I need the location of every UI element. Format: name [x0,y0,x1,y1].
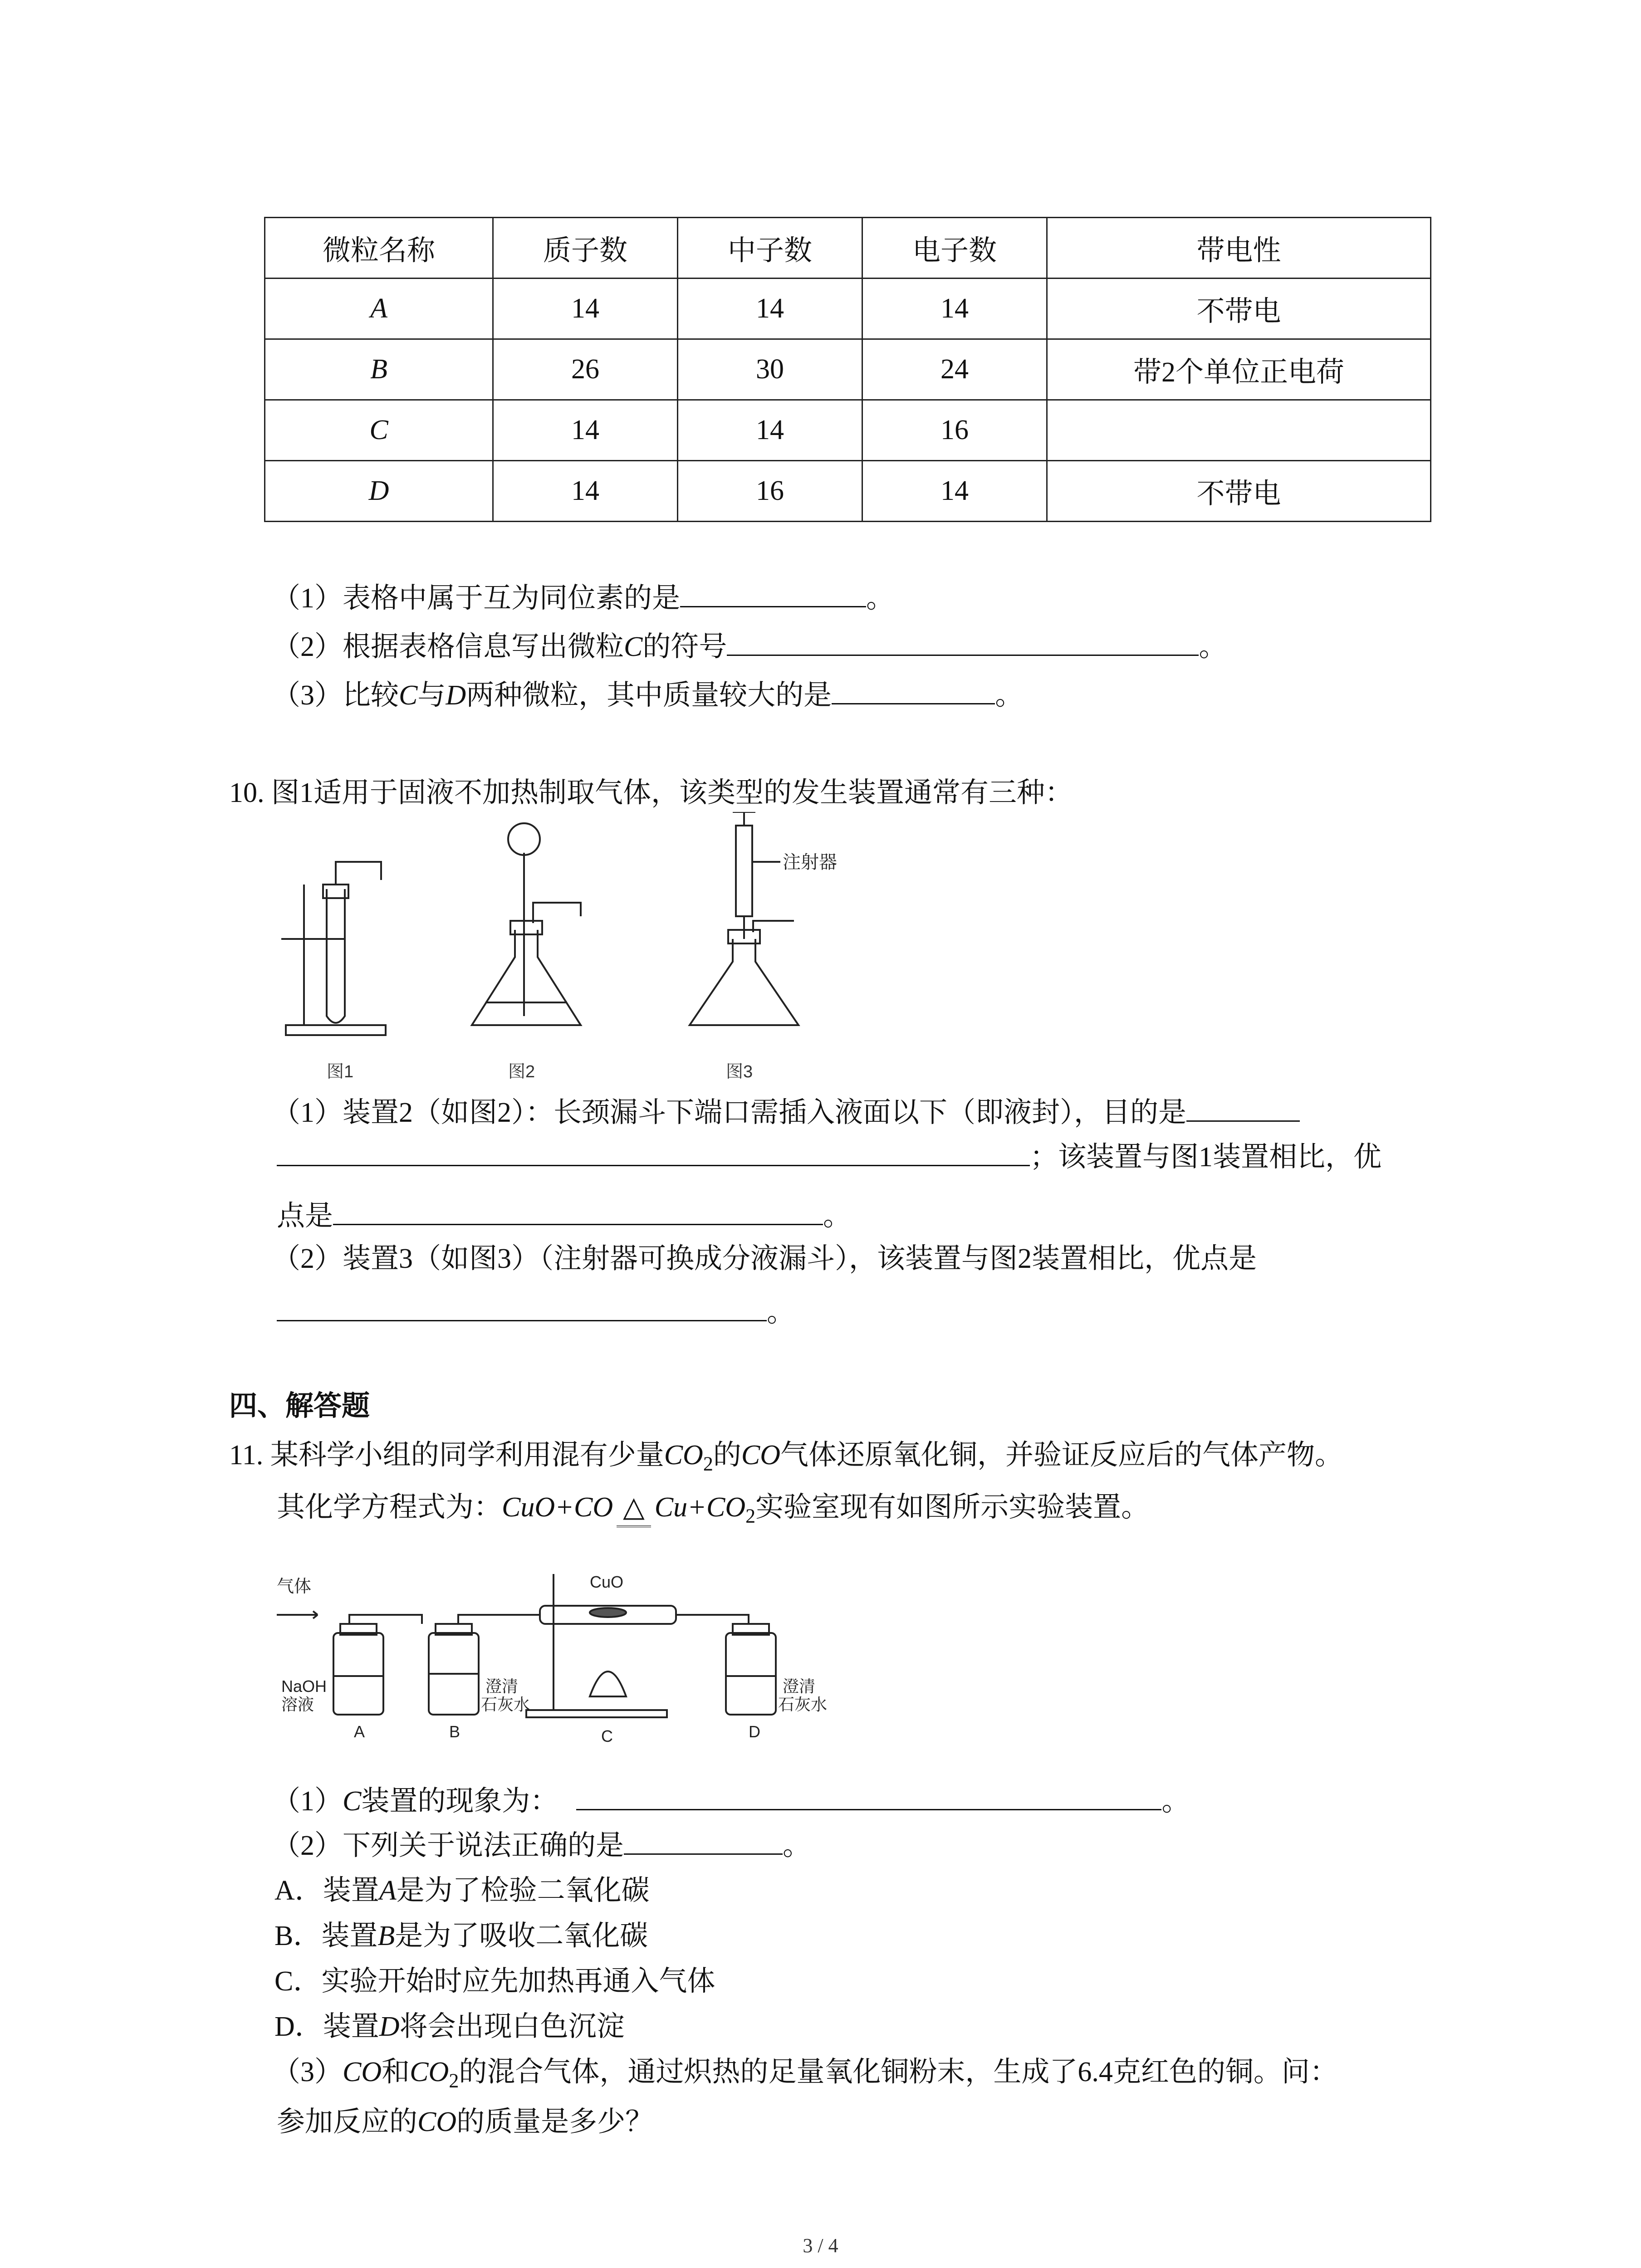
q10-part2-text: （2）装置3（如图3）（注射器可换成分液漏斗），该装置与图2装置相比，优点是 [272,1243,1257,1274]
italic-var: A [379,1875,397,1906]
formula: Cu+CO [654,1492,746,1523]
fig1-stand-base [286,1025,386,1035]
table-cell: 14 [493,279,678,339]
italic-var: D [446,680,466,711]
formula: CO [343,2057,382,2087]
table-cell: 16 [678,461,862,522]
option-text: 是为了吸收二氧化碳 [395,1921,648,1951]
option-text: D．装置 [274,2011,379,2042]
q11-stem-text: 11. 某科学小组的同学利用混有少量 [229,1440,664,1471]
q11-part3-text: （3） [272,2057,343,2087]
limewater-label: 澄清 [485,1677,519,1696]
italic-var: B [377,1921,395,1951]
q11-apparatus-figure [272,1560,844,1760]
table-header-row [265,218,1431,279]
table-row [265,339,1431,400]
fig2-funnel-bulb [508,823,540,855]
option-d [274,2009,625,2045]
bottle-a [333,1633,383,1715]
table-cell: 14 [678,279,862,339]
fig3-syringe-barrel [736,826,752,916]
q9-part2 [272,628,1227,665]
formula: CO [417,2107,457,2137]
option-text: 将会出现白色沉淀 [399,2011,625,2042]
q11-stem [229,1437,1343,1482]
table-header: 微粒名称 [265,218,493,279]
italic-var: C [343,1786,362,1817]
table-cell: D [265,461,493,522]
formula: CO [741,1440,780,1471]
option-c: C．实验开始时应先加热再通入气体 [274,1966,715,1997]
tube-c-d [676,1615,749,1624]
q11-part1 [272,1783,1190,1819]
q9-part3-text: 两种微粒，其中质量较大的是 [466,680,832,711]
naoh-label: 溶液 [281,1695,314,1714]
stand-base [526,1710,667,1717]
table-cell [1047,400,1431,461]
option-text: A．装置 [274,1875,379,1906]
cuo-label: CuO [590,1573,624,1591]
subscript: 2 [449,2069,459,2092]
table-header: 带电性 [1047,218,1431,279]
q11-part3-text: 和 [382,2057,410,2087]
table-cell: 16 [862,400,1047,461]
gas-label: 气体 [277,1577,312,1596]
q11-stem-text: 的 [713,1440,741,1471]
table-cell: 14 [862,461,1047,522]
subscript: 2 [745,1505,756,1527]
table-cell: 30 [678,339,862,400]
alcohol-lamp [590,1672,626,1696]
q9-part3-text: 与 [417,680,446,711]
table-cell: 14 [493,400,678,461]
q10-apparatus-figure [272,812,907,1093]
option-b [274,1918,648,1954]
answer-blank[interactable] [576,1783,1161,1810]
label-c: C [601,1727,613,1745]
fig2-flask [472,930,581,1025]
label-a: A [354,1722,365,1741]
period: 。 [1199,631,1227,662]
period: 。 [995,680,1024,711]
answer-blank[interactable] [1186,1094,1300,1122]
formula: CO [410,2057,449,2087]
italic-var: C [399,680,418,711]
table-row [265,279,1431,339]
q10-part2-line2 [277,1294,795,1330]
naoh-label: NaOH [281,1677,327,1696]
tube-a-b [349,1615,422,1624]
formula: CO [664,1440,703,1471]
label-b: B [449,1722,460,1741]
bottle-d [726,1633,776,1715]
q11-part1-text: （1） [272,1786,343,1817]
limewater-label: 澄清 [783,1677,816,1696]
option-text: 是为了检验二氧化碳 [396,1875,650,1906]
formula: CuO+CO [502,1492,613,1523]
answer-blank[interactable] [277,1294,767,1321]
fig3-label: 图3 [726,1062,753,1081]
q11-equation [277,1489,1149,1534]
q10-part1-text: ；该装置与图1装置相比，优 [1030,1142,1382,1173]
table-cell: 不带电 [1047,279,1431,339]
syringe-label: 注射器 [783,852,837,872]
q11-part3-text: 的质量是多少？ [456,2107,654,2137]
period: 。 [866,583,895,614]
reaction-condition: △ [617,1489,651,1527]
tube-b-c [458,1615,540,1624]
fig1-test-tube [327,889,345,1023]
q9-part2-text: （2）根据表格信息写出微粒 [272,631,624,662]
option-text: B．装置 [274,1921,378,1951]
table-header: 电子数 [862,218,1047,279]
subscript: 2 [703,1452,713,1475]
period: 。 [767,1297,795,1328]
fig1-label: 图1 [327,1062,354,1081]
q9-part2-text: 的符号 [642,631,727,662]
period: 。 [783,1830,811,1861]
italic-var: C [624,631,643,662]
table-cell: 26 [493,339,678,400]
particle-table [264,217,1431,522]
period: 。 [823,1201,852,1232]
answer-blank[interactable] [832,677,995,704]
italic-var: D [379,2011,400,2042]
q10-part1-line2 [277,1139,1381,1175]
table-header: 质子数 [493,218,678,279]
answer-blank[interactable] [680,580,866,607]
fig1-delivery-tube [336,862,381,885]
q11-part3-line2 [277,2104,653,2140]
table-cell: A [265,279,493,339]
page-number: 3 / 4 [803,2234,838,2257]
q11-part2 [272,1827,811,1864]
table-cell: B [265,339,493,400]
q11-part3-text: 参加反应的 [277,2107,418,2137]
table-header: 中子数 [678,218,862,279]
table-cell: 14 [862,279,1047,339]
table-cell: 14 [493,461,678,522]
q11-part1-text: 装置的现象为： [361,1786,558,1817]
answer-blank[interactable] [277,1139,1030,1166]
table-cell: 带2个单位正电荷 [1047,339,1431,400]
q10-stem: 10. 图1适用于固液不加热制取气体，该类型的发生装置通常有三种： [229,777,1073,808]
option-a [274,1872,650,1909]
fig3-flask [690,939,798,1025]
table-cell: C [265,400,493,461]
table-cell: 14 [678,400,862,461]
limewater-label: 石灰水 [778,1695,828,1714]
table-cell: 不带电 [1047,461,1431,522]
label-d: D [749,1722,760,1741]
q9-part3-text: （3）比较 [272,680,399,711]
table-row [265,461,1431,522]
q9-part1-text: （1）表格中属于互为同位素的是 [272,583,681,614]
cuo-powder [590,1608,626,1617]
q11-stem-text: 气体还原氧化铜，并验证反应后的气体产物。 [780,1440,1343,1471]
q11-part3-text: 的混合气体，通过炽热的足量氧化铜粉末，生成了6.4克红色的铜。问： [459,2057,1338,2087]
q9-part3 [272,677,1023,714]
answer-blank[interactable] [727,628,1199,656]
q11-equation-text: 其化学方程式为： [277,1492,502,1523]
q10-part1-line1 [272,1094,1300,1131]
table-cell: 24 [862,339,1047,400]
q10-part1-text: 点是 [277,1201,333,1232]
q10-part1-text: （1）装置2（如图2）：长颈漏斗下端口需插入液面以下（即液封），目的是 [272,1097,1187,1128]
q11-part2-text: （2）下列关于说法正确的是 [272,1830,624,1861]
limewater-label: 石灰水 [481,1695,530,1714]
q11-equation-text: 实验室现有如图所示实验装置。 [755,1492,1150,1523]
period: 。 [1161,1786,1190,1817]
q9-part1 [272,580,894,616]
answer-blank[interactable] [333,1198,823,1225]
fig2-label: 图2 [508,1062,535,1081]
q10-part1-line3 [277,1198,851,1234]
q11-part3-line1 [272,2054,1338,2099]
table-row [265,400,1431,461]
answer-blank[interactable] [624,1827,783,1855]
section-title: 四、解答题 [229,1391,370,1422]
